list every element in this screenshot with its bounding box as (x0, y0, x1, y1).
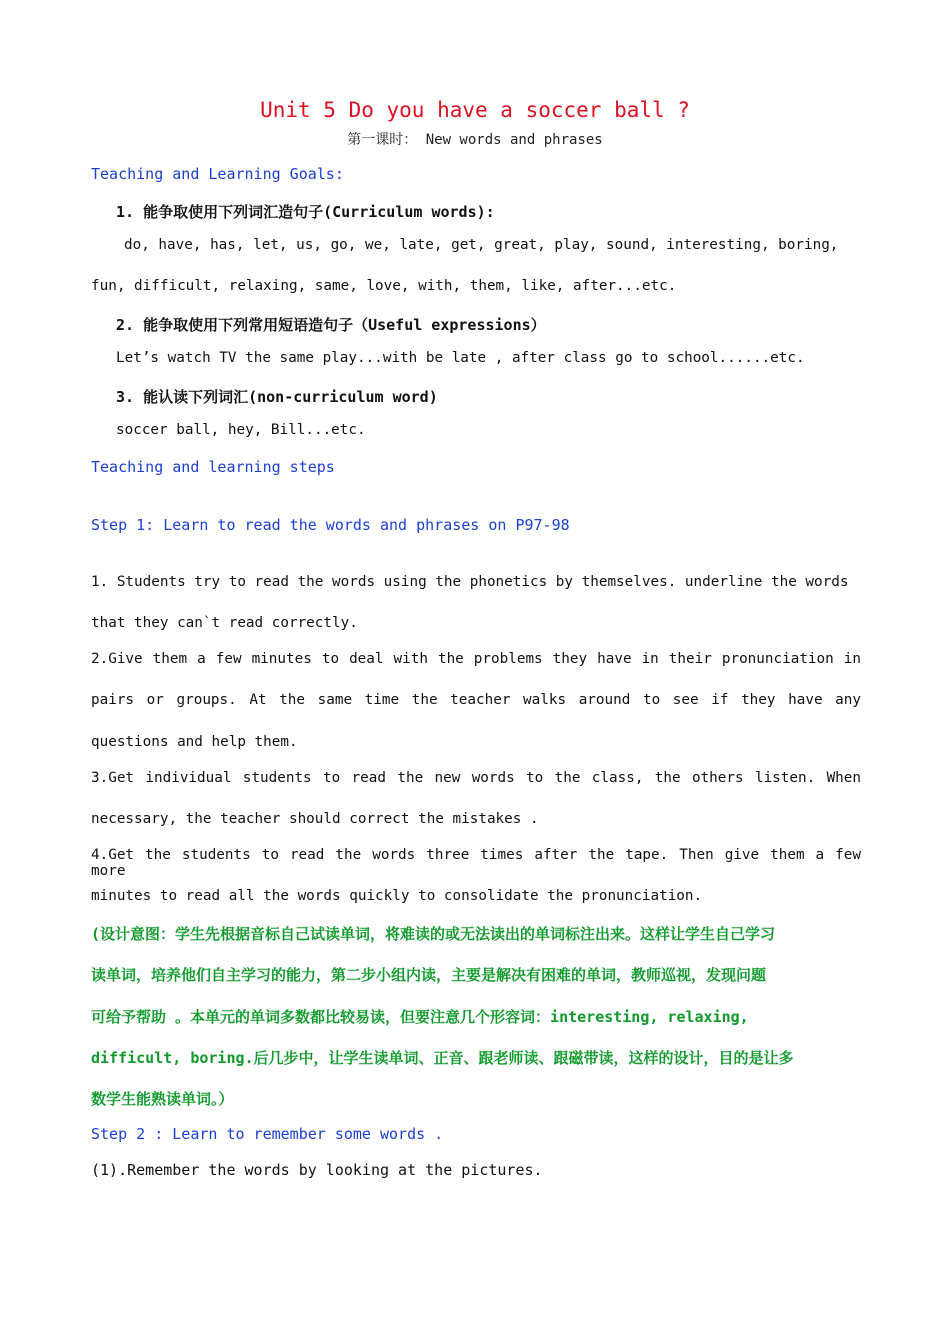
design-note-line3: 可给予帮助 。本单元的单词多数都比较易读，但要注意几个形容词：interesting, relaxing, (91, 1008, 749, 1026)
step1-heading: Step 1: Learn to read the words and phrases on P97-98 (91, 516, 570, 534)
design-note-line1: (设计意图：学生先根据音标自己试读单词，将难读的或无法读出的单词标注出来。这样让学生自己学习 (91, 925, 776, 943)
step1-p4-line2: minutes to read all the words quickly to consolidate the pronunciation. (91, 888, 703, 904)
goal1-line2: fun, difficult, relaxing, same, love, with, them, like, after...etc. (91, 278, 677, 294)
step1-p3-line2: necessary, the teacher should correct the mistakes . (91, 811, 539, 827)
goals-heading: Teaching and Learning Goals: (91, 165, 344, 183)
goal3-line: soccer ball, hey, Bill...etc. (116, 422, 366, 438)
step1-p3-line1: 3.Get individual students to read the new words to the class, the others listen. When (91, 770, 861, 786)
page-subtitle: 第一课时： New words and phrases (347, 132, 603, 148)
step1-p1-line1: 1. Students try to read the words using the phonetics by themselves. underline the words (91, 574, 849, 590)
step1-p1-line2: that they can`t read correctly. (91, 615, 358, 631)
goal2-line: Let’s watch TV the same play...with be late , after class go to school......etc. (116, 350, 805, 366)
step2-line: (1).Remember the words by looking at the pictures. (91, 1161, 543, 1179)
design-note-line4: difficult, boring.后几步中，让学生读单词、正音、跟老师读、跟磁带读，这样的设计，目的是让多 (91, 1049, 794, 1067)
goal3-heading: 3. 能认读下列词汇(non-curriculum word) (116, 388, 438, 406)
step1-p4-line1: 4.Get the students to read the words three times after the tape. Then give them a few more (91, 847, 861, 879)
design-note-line2: 读单词，培养他们自主学习的能力，第二步小组内读，主要是解决有困难的单词，教师巡视，发现问题 (91, 966, 767, 984)
goal2-heading: 2. 能争取使用下列常用短语造句子（Useful expressions） (116, 316, 546, 334)
goal1-line1: do, have, has, let, us, go, we, late, get, great, play, sound, interesting, boring, (124, 237, 839, 253)
page-title: Unit 5 Do you have a soccer ball ? (260, 98, 690, 122)
step1-p2-line3: questions and help them. (91, 734, 298, 750)
steps-heading: Teaching and learning steps (91, 458, 335, 476)
goal1-heading: 1. 能争取使用下列词汇造句子(Curriculum words): (116, 203, 495, 221)
step1-p2-line2: pairs or groups. At the same time the teacher walks around to see if they have any (91, 692, 861, 708)
step2-heading: Step 2 : Learn to remember some words . (91, 1125, 444, 1143)
step1-p2-line1: 2.Give them a few minutes to deal with the problems they have in their pronunciation in (91, 651, 861, 667)
design-note-line5: 数学生能熟读单词。） (91, 1090, 234, 1108)
